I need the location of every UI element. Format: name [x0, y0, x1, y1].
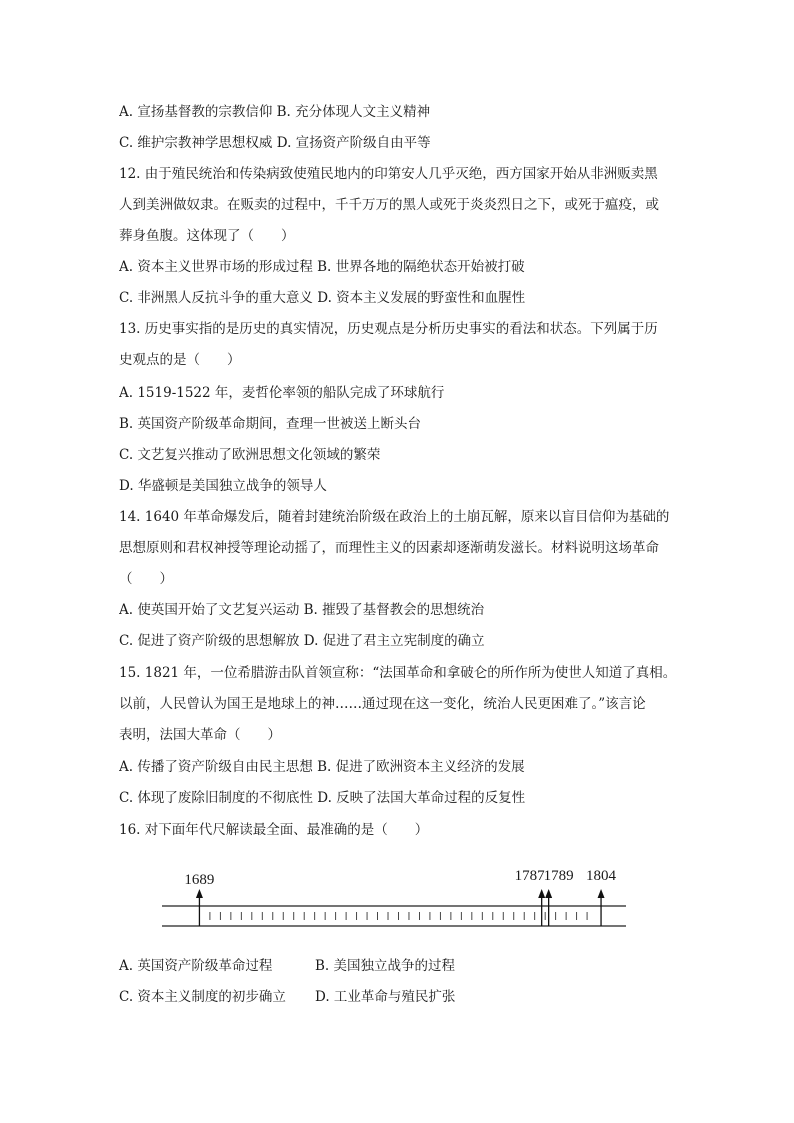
q14-stem-line-2: 思想原则和君权神授等理论动摇了，而理性主义的因素却逐渐萌发滋长。材料说明这场革命: [119, 540, 659, 556]
q13-option-a: A. 1519-1522 年，麦哲伦率领的船队完成了环球航行: [119, 385, 445, 401]
q16-option-d: D. 工业革命与殖民扩张: [315, 989, 456, 1005]
q12-options-line-1: A. 资本主义世界市场的形成过程 B. 世界各地的隔绝状态开始被打破: [119, 259, 525, 275]
timeline-year-label: 1689: [184, 872, 215, 888]
timeline-arrow-head: [538, 889, 545, 898]
timeline-mark-1789: [544, 868, 574, 926]
q16-option-b: B. 美国独立战争的过程: [315, 958, 456, 974]
timeline-year-label: 1789: [543, 868, 574, 884]
q14-stem-line-1: 14. 1640 年革命爆发后，随着封建统治阶级在政治上的土崩瓦解，原来以盲目信仰为基础的: [119, 509, 670, 525]
q15-stem-line-3: 表明，法国大革命（ ）: [119, 727, 281, 743]
q13-option-b: B. 英国资产阶级革命期间，查理一世被送上断头台: [119, 416, 422, 432]
q15-options-line-1: A. 传播了资产阶级自由民主思想 B. 促进了欧洲资本主义经济的发展: [119, 759, 525, 775]
q11-options-line-2: C. 维护宗教神学思想权威 D. 宣扬资产阶级自由平等: [119, 135, 431, 151]
q12-stem-line-3: 葬身鱼腹。这体现了（ ）: [119, 228, 295, 244]
q13-option-d: D. 华盛顿是美国独立战争的领导人: [119, 478, 327, 494]
q14-options-line-1: A. 使英国开始了文艺复兴运动 B. 摧毁了基督教会的思想统治: [119, 602, 485, 618]
q14-options-line-2: C. 促进了资产阶级的思想解放 D. 促进了君主立宪制度的确立: [119, 633, 485, 649]
q13-option-c: C. 文艺复兴推动了欧洲思想文化领域的繁荣: [119, 447, 381, 463]
timeline-arrow-head: [598, 889, 605, 898]
q15-stem-line-2: 以前，人民曾认为国王是地球上的神……通过现在这一变化，统治人民更困难了。”该言论: [119, 696, 646, 712]
q16-options-row-2: [119, 987, 455, 1007]
q13-stem-line-2: 史观点的是（ ）: [119, 352, 241, 368]
q16-option-c: C. 资本主义制度的初步确立: [119, 989, 286, 1005]
q12-options-line-2: C. 非洲黑人反抗斗争的重大意义 D. 资本主义发展的野蛮性和血腥性: [119, 290, 526, 306]
timeline-year-label: 1787: [514, 868, 545, 884]
timeline-mark-1804: [586, 868, 617, 926]
timeline-mark-1787: [515, 868, 546, 926]
q16-timeline: [160, 862, 630, 932]
timeline-arrow-head: [545, 889, 552, 898]
timeline-ruler: [160, 862, 630, 932]
q14-stem-line-3: （ ）: [119, 571, 173, 587]
q11-options-line-1: A. 宣扬基督教的宗教信仰 B. 充分体现人文主义精神: [119, 104, 431, 120]
q15-options-line-2: C. 体现了废除旧制度的不彻底性 D. 反映了法国大革命过程的反复性: [119, 790, 526, 806]
q12-stem-line-1: 12. 由于殖民统治和传染病致使殖民地内的印第安人几乎灭绝，西方国家开始从非洲贩卖黑: [119, 166, 658, 182]
q12-stem-line-2: 人到美洲做奴隶。在贩卖的过程中，千千万万的黑人或死于炎炎烈日之下，或死于瘟疫，或: [119, 197, 659, 213]
q15-stem-line-1: 15. 1821 年，一位希腊游击队首领宣称：“法国革命和拿破仑的所作所为使世人知道了真相。: [119, 665, 677, 681]
timeline-year-label: 1804: [586, 868, 617, 884]
q13-stem-line-1: 13. 历史事实指的是历史的真实情况，历史观点是分析历史事实的看法和状态。下列属于历: [119, 321, 658, 337]
q16-stem: 16. 对下面年代尺解读最全面、最准确的是（ ）: [119, 822, 429, 838]
q16-options-row-1: [119, 956, 455, 976]
timeline-arrow-head: [196, 889, 203, 898]
q16-option-a: A. 英国资产阶级革命过程: [119, 958, 273, 974]
